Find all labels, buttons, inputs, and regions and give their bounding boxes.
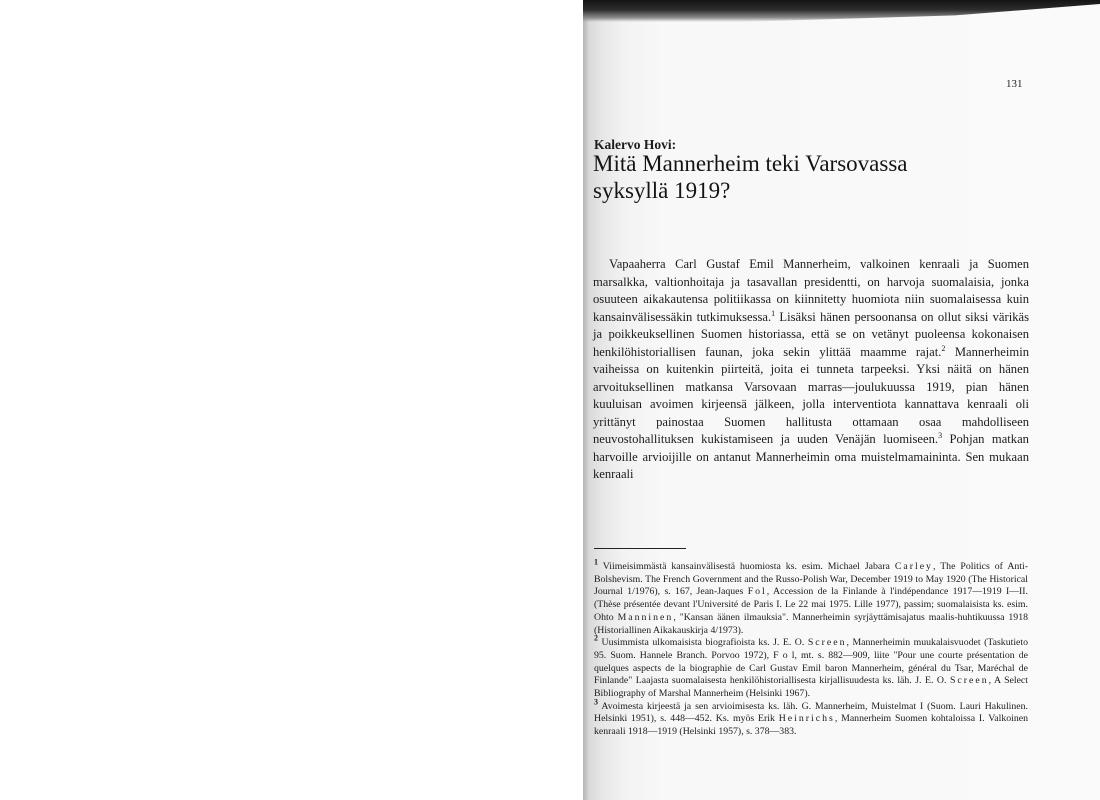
body-text-segment: Lisäksi hänen persoonansa on ollut siksi värikäs ja poikkeuksellinen Suomen historiassa, että se on vetänyt puoleensa kokonaisen henkilöhistoriallisen faunan, joka sekin ylittää maamme rajat. [593,309,1029,359]
footnote-number: 2 [594,633,598,643]
body-text-segment: Vapaaherra Carl Gustaf Emil Mannerheim, valkoinen kenraali ja Suomen marsalkka, valtionhoitaja ja tasavallan presidentti, on harvoja suomalaisia, jonka osuuteen aikakautensa politiikassa on kiinnitetty huomiota niin suomalaisessa kuin kansainvälisessäkin tutkimuksessa. [593,257,1029,324]
footnote-author: Manninen [617,611,674,623]
footnotes [594,557,1029,739]
article-body [593,256,1029,484]
footnote-3 [594,697,1028,739]
footnote-separator [594,548,686,549]
footnote-author: Screen [807,637,847,649]
footnote-text: , A Select Bibliography of Marshal Mannerheim (Helsinki 1967). [594,675,1029,700]
body-paragraph [593,256,1029,484]
footnote-number: 1 [594,557,598,567]
footnote-author: Heinrichs [778,713,835,725]
footnote-author: Fol [747,586,767,598]
author-name: Kalervo Hovi: [594,137,677,152]
footnote-author: Screen [949,675,989,687]
footnote-ref-2: 2 [941,343,946,353]
footnote-text: , The Politics of Anti-Bolshevism. The French Government and the Russo-Polish War, December 1919 to May 1920 (The Historical Journal 1/1976), s. 167, Jean-Jaques [594,561,1029,598]
footnote-ref-1: 1 [771,308,776,318]
footnote-ref-3: 3 [938,430,943,440]
footnote-text: Viimeisimmästä kansainvälisestä huomiosta ks. esim. Michael Jabara [602,561,895,572]
page-number: 131 [1006,78,1023,90]
footnote-text: , "Kansan äänen ilmauksia". Mannerheimin syrjäyttämisajatus maalis-huhtikuussa 1918 (Historiallinen Aikakauskirja 4/1973). [594,611,1029,636]
title-line-1: Mitä Mannerheim teki Varsovassa [593,151,908,176]
footnote-1 [594,557,1029,637]
title-line-2: syksyllä 1919? [593,178,731,203]
footnote-text: , Mannerheim Suomen kohtaloissa I. Valkoinen kenraali 1918—1919 (Helsinki 1957), s. 378—383. [594,713,1028,738]
body-text-segment: Mannerheimin vaiheissa on kuitenkin piirteitä, joita ei tunneta tarpeeksi. Yksi näitä on hänen arvoituksellinen matkansa Varsovaan marras—joulukuussa 1919, pian hänen kuuluisan avoimen kirjeensä jälkeen, jolla interventiota kannattava kenraali oli yrittänyt painostaa Suomen hallitusta ottamaan osaa mahdolliseen neuvostohallituksen kukistamiseen ja uuden Venäjän luomiseen. [593,344,1029,446]
footnote-author: Carley [894,561,933,572]
article-title [593,150,993,204]
footnote-text: , Accession de la Finlande à l'indépendance 1917—1919 I—II. (Thèse présentée devant l'Université de Paris I. Le 22 mai 1975. Lille 1977), passim; suomalaisista ks. esim. Ohto [594,586,1028,623]
footnote-2 [594,633,1029,701]
body-text-segment: Pohjan matkan harvoille arvioijille on antanut Mannerheimin oma muistelmamaininta. Sen mukaan kenraali [593,432,1029,481]
footnote-text: Uusimmista ulkomaisista biografioista ks. J. E. O. [601,637,808,649]
scan-gutter-shadow [583,0,589,800]
footnote-text: Avoimesta kirjeestä ja sen arvioimisesta ks. läh. G. Mannerheim, Muistelmat I (Suom. Lauri Hakulinen. Helsinki 1951), s. 448—452. Ks. myös Erik [594,700,1028,725]
footnote-number: 3 [594,697,598,707]
footnote-text: , Mannerheimin muukalaisvuodet (Taskutieto 95. Suom. Hannele Branch. Porvoo 1972), F o l, mt. s. 882—909, liite "Pour une courte présentation de quelques aspects de la biographie de Carl Gustav Emil baron Mannerheim, général du Tsar, Maréchal de Finlande" Laajasta suomalaisesta henkilöhistoriallisesta kirjallisuudesta ks. läh. J. E. O. [594,637,1029,687]
